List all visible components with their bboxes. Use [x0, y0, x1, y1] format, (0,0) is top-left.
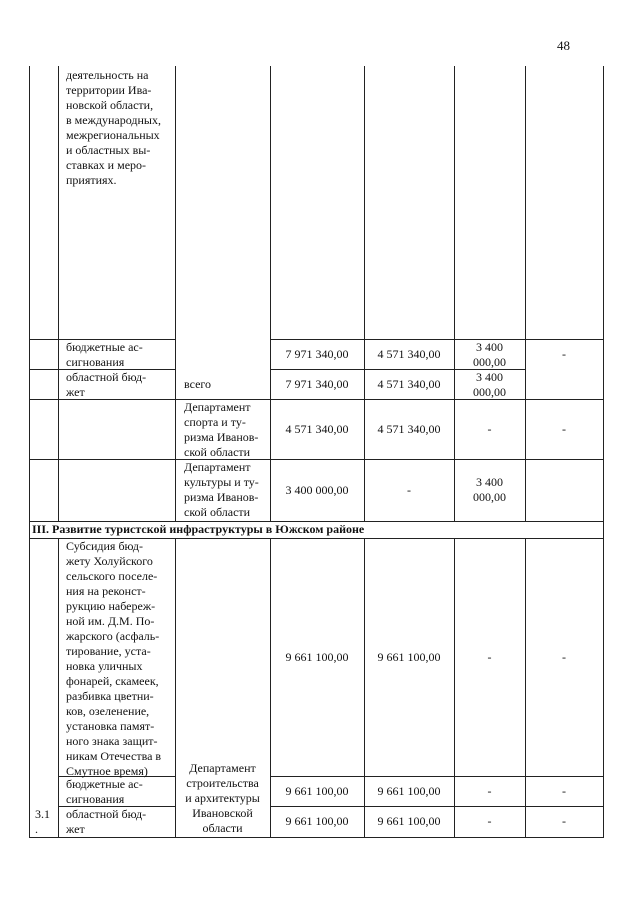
- col-divider-exec: [270, 66, 271, 521]
- col-divider-desc: [175, 66, 176, 521]
- table-border-bottom: [29, 837, 604, 838]
- row5-executor: Департамент культуры и ту- ризма Иванов- ской области: [184, 460, 259, 519]
- row4-year2: -: [487, 422, 492, 436]
- row3-executor: всего: [184, 377, 212, 391]
- row7-year3: -: [562, 784, 566, 798]
- row-line: [270, 339, 604, 340]
- page-number: 48: [557, 38, 570, 53]
- row6-year1: 9 661 100,00: [377, 650, 441, 664]
- row4-executor: Департамент спорта и ту- ризма Иванов- ской области: [184, 400, 259, 459]
- table-border-right: [603, 66, 604, 838]
- row8-description: областной бюд- жет: [66, 807, 147, 836]
- row2-year2: 3 400 000,00: [473, 340, 506, 369]
- row7-description: бюджетные ас- сигнования: [66, 777, 143, 806]
- row-line: [270, 806, 604, 807]
- row7-executor: Департамент строительства и архитектуры Ивановской области: [185, 761, 260, 835]
- row3-description: областной бюд- жет: [66, 370, 147, 399]
- col-divider-num: [58, 538, 59, 838]
- row-line: [270, 776, 604, 777]
- row6-year2: -: [487, 650, 492, 664]
- row2-year3: -: [562, 347, 566, 361]
- row4-year3: -: [562, 422, 566, 436]
- row5-total: 3 400 000,00: [285, 483, 349, 497]
- row4-total: 4 571 340,00: [285, 422, 349, 436]
- row8-year1: 9 661 100,00: [377, 814, 441, 828]
- col-divider-num: [58, 66, 59, 521]
- row6-total: 9 661 100,00: [285, 650, 349, 664]
- table-border-left: [29, 66, 30, 838]
- row8-year3: -: [562, 814, 566, 828]
- row5-year1: -: [407, 483, 411, 497]
- row8-number: 3.1 .: [35, 807, 50, 836]
- row2-total: 7 971 340,00: [285, 347, 349, 361]
- row7-year2: -: [487, 784, 492, 798]
- row5-year2: 3 400 000,00: [473, 475, 506, 504]
- row2-description: бюджетные ас- сигнования: [66, 340, 143, 369]
- row8-total: 9 661 100,00: [285, 814, 349, 828]
- row4-year1: 4 571 340,00: [377, 422, 441, 436]
- section-heading: III. Развитие туристской инфраструктуры в Южском районе: [32, 522, 365, 536]
- row3-total: 7 971 340,00: [285, 377, 349, 391]
- row-line: [29, 459, 604, 460]
- row3-year1: 4 571 340,00: [377, 377, 441, 391]
- row2-year1: 4 571 340,00: [377, 347, 441, 361]
- row6-year3: -: [562, 650, 566, 664]
- row6-description: Субсидия бюд- жету Холуйского сельского поселе- ния на реконст- рукцию набереж- ной им. Д.М. По- жарского (асфаль- тирование, уста- новка уличных фонарей, скамеек, разбивка цветни- ков, озеленение, установка памят- ного знака защит- никам Отечества в Смутное время): [66, 539, 162, 778]
- col-divider-y2: [525, 66, 526, 521]
- row7-year1: 9 661 100,00: [377, 784, 441, 798]
- row3-year2: 3 400 000,00: [473, 370, 506, 399]
- col-divider-y1: [454, 66, 455, 521]
- row8-year2: -: [487, 814, 492, 828]
- row7-total: 9 661 100,00: [285, 784, 349, 798]
- col-divider-total: [364, 66, 365, 521]
- row1-description: деятельность на территории Ива- новской области, в международных, межрегиональных и областных вы- ставках и меро- приятиях.: [66, 68, 161, 187]
